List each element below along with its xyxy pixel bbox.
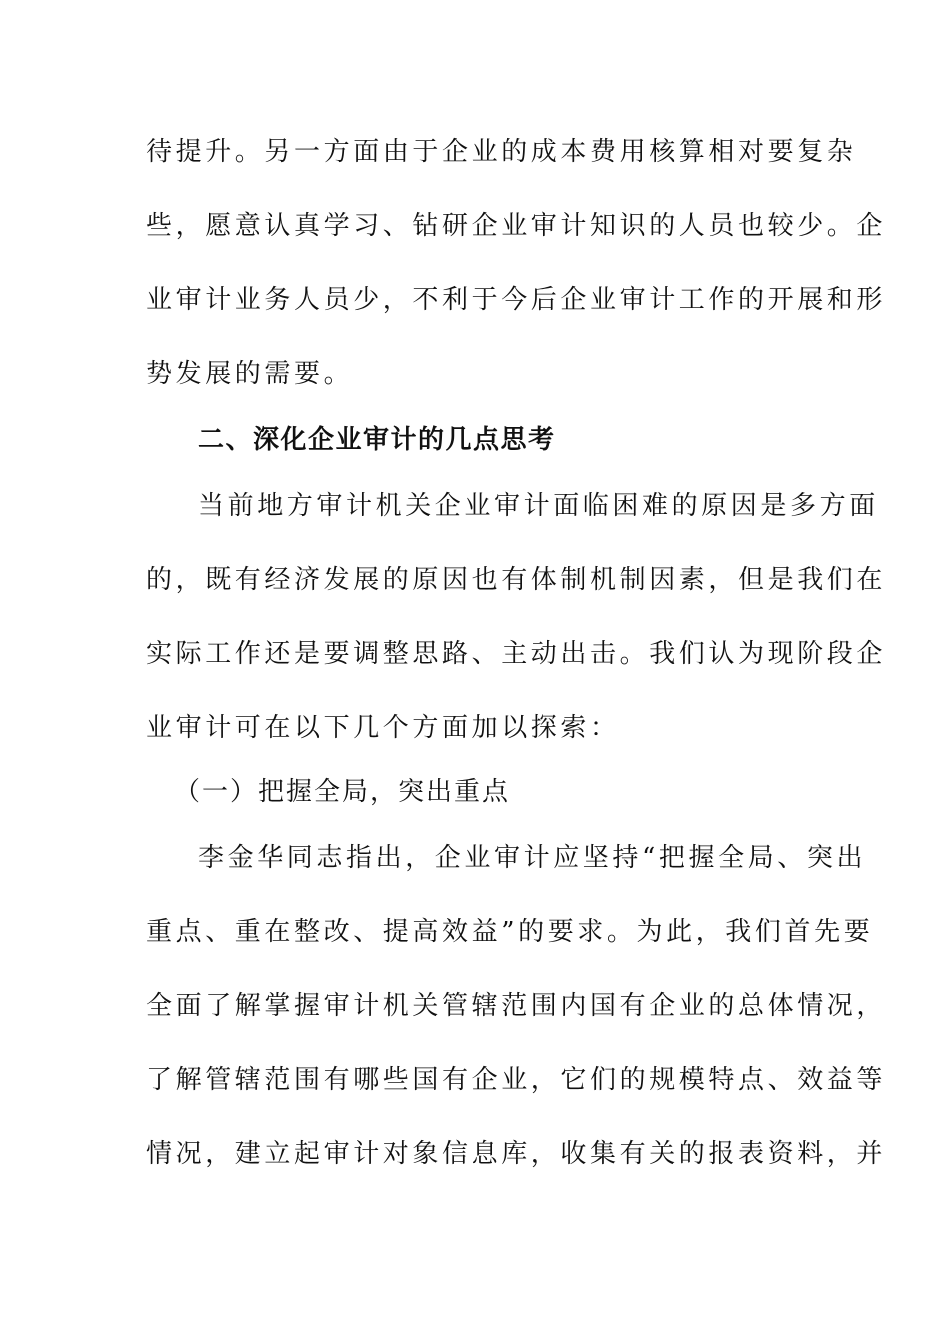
section-heading: 二、深化企业审计的几点思考 — [198, 425, 556, 455]
paragraph-first-line: 李金华同志指出，企业审计应坚持“把握全局、突出 — [198, 843, 867, 873]
body-text-line: 情况，建立起审计对象信息库，收集有关的报表资料，并 — [146, 1139, 887, 1169]
body-text-line: 业审计可在以下几个方面加以探索： — [146, 713, 620, 743]
body-text-line: 重点、重在整改、提高效益”的要求。为此，我们首先要 — [146, 917, 874, 947]
body-text-line: 实际工作还是要调整思路、主动出击。我们认为现阶段企 — [146, 639, 887, 669]
body-text-line: 势发展的需要。 — [146, 359, 354, 389]
subsection-heading: （一）把握全局，突出重点 — [174, 777, 511, 807]
body-text-line: 业审计业务人员少，不利于今后企业审计工作的开展和形 — [146, 285, 887, 315]
body-text-line: 了解管辖范围有哪些国有企业，它们的规模特点、效益等 — [146, 1065, 887, 1095]
paragraph-first-line: 当前地方审计机关企业审计面临困难的原因是多方面 — [198, 491, 879, 521]
body-text-line: 待提升。另一方面由于企业的成本费用核算相对要复杂 — [146, 137, 857, 167]
body-text-line: 的，既有经济发展的原因也有体制机制因素，但是我们在 — [146, 565, 887, 595]
body-text-line: 全面了解掌握审计机关管辖范围内国有企业的总体情况， — [146, 991, 887, 1021]
body-text-line: 些，愿意认真学习、钻研企业审计知识的人员也较少。企 — [146, 211, 887, 241]
